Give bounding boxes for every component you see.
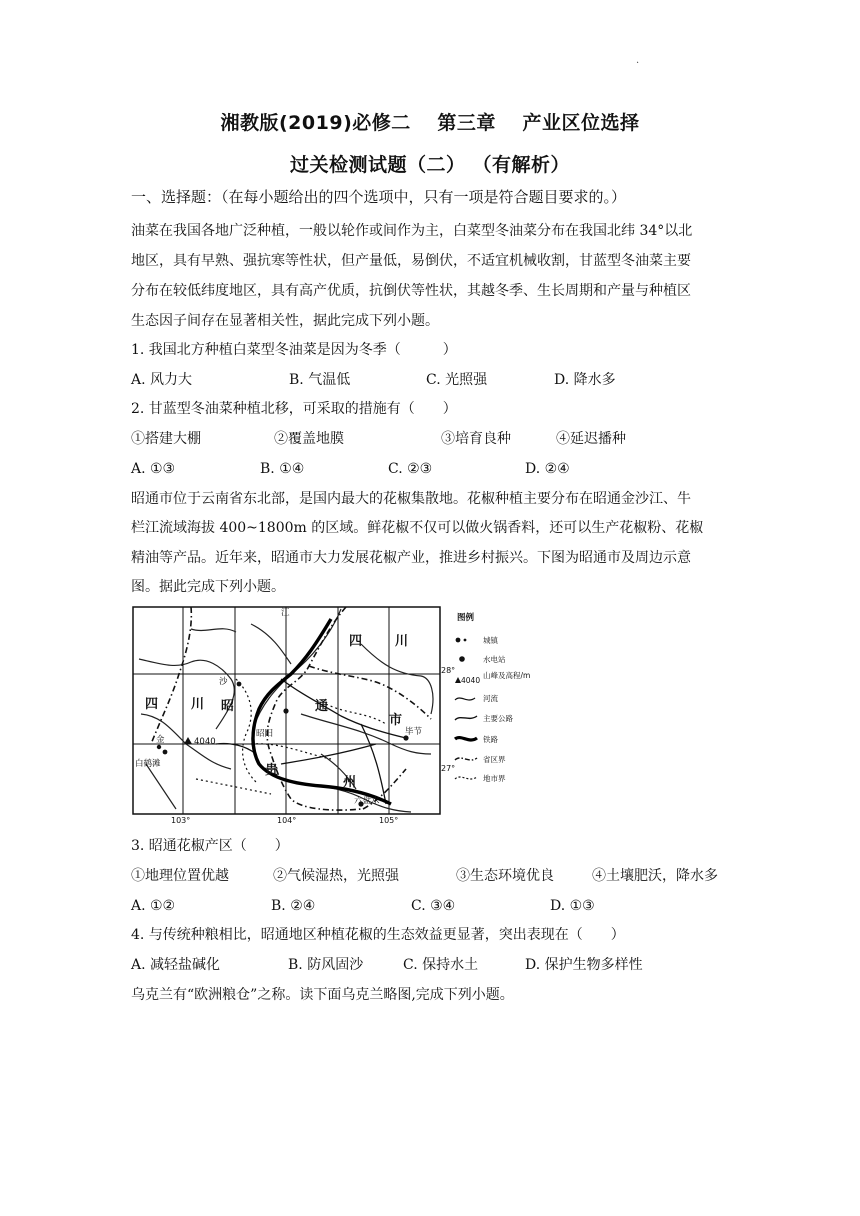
q3-item-2: ②气候湿热，光照强 [273,868,399,884]
label-jin: 金 [156,735,165,745]
q2-option-a: A. ①③ [131,461,176,477]
question-4-stem: 4. 与传统种粮相比，昭通地区种植花椒的生态效益更显著，突出表现在（ ） [131,927,625,943]
label-zhao: 昭 [221,699,235,714]
lon-104: 104° [277,816,297,825]
passage1-line: 分布在较低纬度地区，具有高产优质，抗倒伏等性状，其越冬季、生长周期和产量与种植区 [131,283,691,299]
page-subtitle: 过关检测试题（二） （有解析） [289,154,571,176]
q2-item-3: ③培育良种 [441,431,511,447]
q4-option-b: B. 防风固沙 [288,957,364,973]
legend-river: 河流 [483,694,498,703]
q1-option-c: C. 光照强 [426,372,488,388]
label-bijie: 毕节 [405,727,423,737]
lat-28: 28° [441,666,456,675]
label-zhou: 州 [343,775,357,790]
passage3: 乌克兰有“欧洲粮仓”之称。读下面乌克兰略图,完成下列小题。 [131,987,514,1003]
legend-province-border: 省区界 [483,755,506,764]
q2-item-4: ④延迟播种 [556,431,626,447]
legend-road: 主要公路 [483,714,513,723]
header-mark: · [636,58,640,69]
q2-option-c: C. ②③ [388,461,433,477]
label-tong: 通 [315,699,329,714]
q4-option-d: D. 保护生物多样性 [525,957,643,973]
label-baihetan: 白鹤滩 [135,759,161,769]
legend-peak-value: 4040 [461,676,481,685]
section-heading: 一、选择题：（在每小题给出的四个选项中，只有一项是符合题目要求的。） [131,188,627,206]
label-si-west: 四 [145,697,159,712]
zhaotong-map [131,604,536,826]
q1-option-b: B. 气温低 [289,372,351,388]
q3-option-a: A. ①② [131,898,176,914]
q3-item-1: ①地理位置优越 [131,868,229,884]
legend-peak: 山峰及高程/m [483,671,531,680]
q4-option-a: A. 减轻盐碱化 [131,957,221,973]
label-sha: 沙 [219,677,228,687]
label-chuan-north: 川 [395,634,409,649]
legend-railway: 铁路 [483,735,498,744]
legend-town: 城镇 [483,636,498,645]
label-zhaoyang: 昭阳 [256,729,274,739]
passage1-line: 地区，具有早熟、强抗寒等性状，但产量低，易倒伏，不适宜机械收割，甘蓝型冬油菜主要 [131,253,691,269]
q3-item-4: ④土壤肥沃，降水多 [592,868,718,884]
legend-title: 图例 [457,613,475,623]
q3-option-b: B. ②④ [271,898,316,914]
passage1-line: 生态因子间存在显著相关性，据此完成下列小题。 [131,313,439,329]
legend-hydro: 水电站 [483,655,506,664]
question-1-stem: 1. 我国北方种植白菜型冬油菜是因为冬季（ ） [131,342,457,358]
label-jiang: 江 [281,608,290,618]
question-2-stem: 2. 甘蓝型冬油菜种植北移，可采取的措施有（ ） [131,401,457,417]
q2-option-b: B. ①④ [260,461,305,477]
q3-item-3: ③生态环境优良 [456,868,554,884]
q1-option-a: A. 风力大 [131,372,193,388]
label-si-north: 四 [349,634,363,649]
label-peak-elevation: 4040 [194,737,216,747]
passage2-line: 昭通市位于云南省东北部，是国内最大的花椒集散地。花椒种植主要分布在昭通金沙江、牛 [131,491,691,507]
passage1-line: 油菜在我国各地广泛种植，一般以轮作或间作为主，白菜型冬油菜分布在我国北纬 34°以北 [131,223,693,239]
q2-option-d: D. ②④ [525,461,570,477]
q4-option-c: C. 保持水土 [403,957,479,973]
label-shi: 市 [389,713,403,728]
q3-option-d: D. ①③ [550,898,595,914]
q3-option-c: C. ③④ [411,898,456,914]
page-title: 湘教版(2019)必修二 第三章 产业区位选择 [220,112,640,134]
map-legend [455,612,530,783]
lon-105: 105° [379,816,399,825]
q1-option-d: D. 降水多 [554,372,616,388]
map-svg [131,604,536,826]
label-gui: 贵 [265,763,279,778]
passage2-line: 精油等产品。近年来，昭通市大力发展花椒产业，推进乡村振兴。下图为昭通市及周边示意 [131,550,691,566]
q2-item-1: ①搭建大棚 [131,431,201,447]
label-liupanshui: 六盘水 [354,796,380,806]
question-3-stem: 3. 昭通花椒产区（ ） [131,838,289,854]
lat-27: 27° [441,764,456,773]
passage2-line: 栏江流域海拔 400~1800m 的区域。鲜花椒不仅可以做火锅香料，还可以生产花椒粉、花椒 [131,520,704,536]
label-chuan-west: 川 [191,697,205,712]
legend-city-border: 地市界 [483,774,506,783]
q2-item-2: ②覆盖地膜 [274,431,344,447]
passage2-line: 图。据此完成下列小题。 [131,579,285,595]
lon-103: 103° [171,816,191,825]
